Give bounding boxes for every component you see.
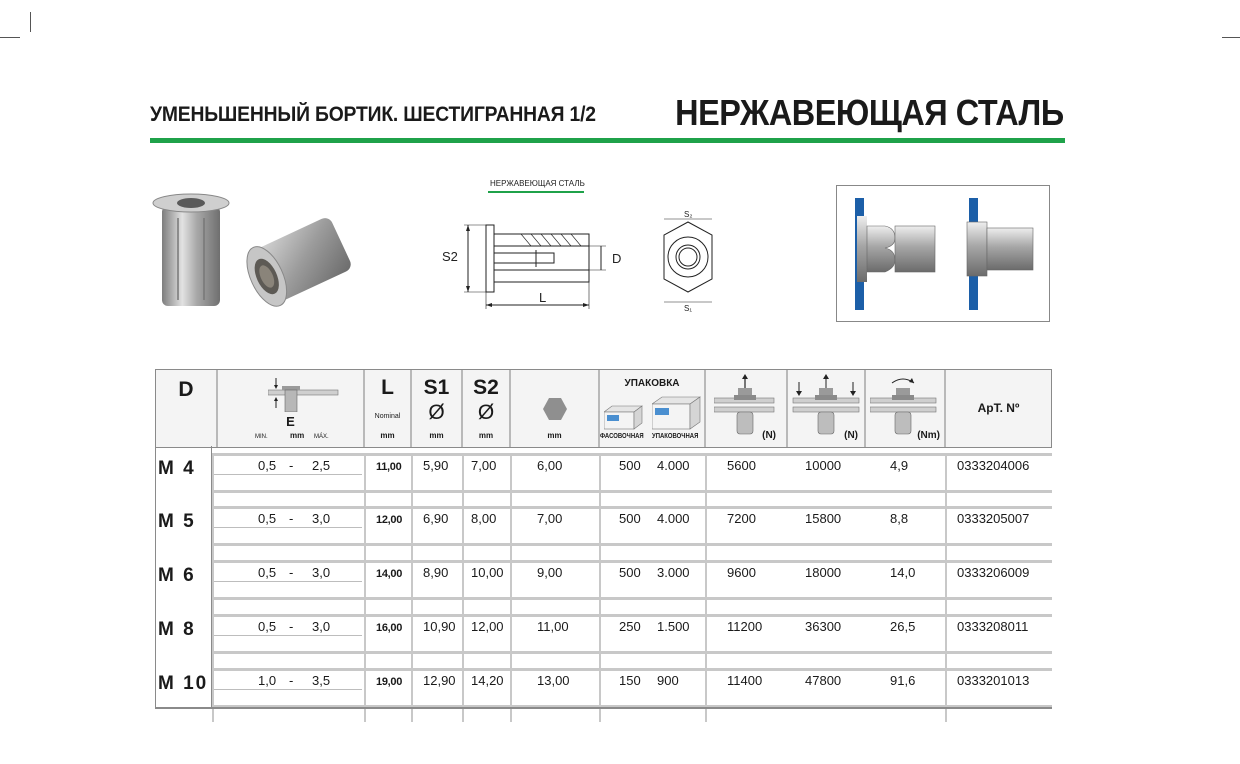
cell-shear: 18000 <box>805 565 842 580</box>
cell-pack-big: 1.500 <box>657 619 690 634</box>
header-shear: (N) <box>788 370 866 447</box>
crop-mark <box>30 12 31 32</box>
row-separator <box>212 651 1052 654</box>
row-separator <box>212 543 1052 546</box>
cell-l: 12,00 <box>376 514 403 526</box>
cell-pack-big: 4.000 <box>657 458 690 473</box>
row-band <box>212 614 1052 617</box>
cell-dash: - <box>289 619 294 634</box>
row-underline <box>212 527 362 528</box>
row-separator <box>212 490 1052 493</box>
cell-e-max: 2,5 <box>312 458 331 473</box>
cell-shear: 36300 <box>805 619 842 634</box>
cell-e-max: 3,0 <box>312 619 331 634</box>
cell-article: 0333205007 <box>957 511 1030 526</box>
column-divider <box>705 509 707 560</box>
cell-e-max: 3,0 <box>312 511 331 526</box>
cell-e-min: 0,5 <box>258 458 277 473</box>
column-divider <box>462 671 464 722</box>
row-size-label: M 6 <box>158 565 196 586</box>
cell-tension: 11400 <box>727 673 763 688</box>
row-underline <box>212 689 362 690</box>
cell-pack-small: 500 <box>619 511 641 526</box>
cell-shear: 47800 <box>805 673 842 688</box>
installation-photo <box>836 185 1050 322</box>
row-band <box>212 506 1052 509</box>
cell-l: 11,00 <box>376 461 402 473</box>
column-divider <box>510 456 512 507</box>
cell-l: 19,00 <box>376 676 403 688</box>
row-underline <box>212 581 362 582</box>
row-band <box>212 453 1052 456</box>
column-divider <box>462 563 464 614</box>
grip-range-icon <box>268 376 344 412</box>
e-unit: mm <box>290 431 305 440</box>
cell-tension: 5600 <box>727 458 756 473</box>
cell-hex: 9,00 <box>537 565 563 580</box>
column-divider <box>705 456 707 507</box>
cell-s2: 12,00 <box>471 619 504 634</box>
cell-tension: 11200 <box>727 619 763 634</box>
column-divider <box>364 456 366 507</box>
cell-tension: 7200 <box>727 511 756 526</box>
table-row <box>155 668 1052 722</box>
technical-drawing <box>436 205 736 315</box>
product-subtitle: УМЕНЬШЕННЫЙ БОРТИК. ШЕСТИГРАННАЯ 1/2 <box>150 103 596 126</box>
column-divider <box>599 563 601 614</box>
drawing-caption: НЕРЖАВЕЮЩАЯ СТАЛЬ <box>490 179 585 188</box>
column-divider <box>599 617 601 668</box>
crop-mark <box>0 37 20 38</box>
column-divider <box>212 617 214 668</box>
cell-pack-big: 4.000 <box>657 511 690 526</box>
label-s-bottom: S₁ <box>684 304 693 313</box>
cell-s1: 6,90 <box>423 511 449 526</box>
cell-pack-small: 500 <box>619 458 641 473</box>
cell-article: 0333208011 <box>957 619 1029 634</box>
cell-shear: 15800 <box>805 511 842 526</box>
cell-torque: 91,6 <box>890 673 916 688</box>
cell-s1: 10,90 <box>423 619 456 634</box>
cell-s2: 7,00 <box>471 458 497 473</box>
column-divider <box>212 563 214 614</box>
cell-dash: - <box>289 511 294 526</box>
column-divider <box>212 456 214 507</box>
cell-torque: 26,5 <box>890 619 916 634</box>
column-divider <box>510 563 512 614</box>
cell-torque: 8,8 <box>890 511 909 526</box>
pack-small-label: ФАСОВОЧНАЯ <box>600 433 644 440</box>
cell-dash: - <box>289 673 294 688</box>
column-divider <box>364 563 366 614</box>
e-label: E <box>286 414 295 429</box>
column-divider <box>510 617 512 668</box>
cell-tension: 9600 <box>727 565 756 580</box>
header-hex: mm <box>511 370 600 447</box>
cell-s2: 8,00 <box>471 511 497 526</box>
header-d: D <box>156 370 218 447</box>
cell-e-min: 0,5 <box>258 565 277 580</box>
column-divider <box>462 456 464 507</box>
label-s-top: S₂ <box>684 210 693 219</box>
hexagon-icon <box>542 397 568 421</box>
column-divider <box>462 509 464 560</box>
cell-dash: - <box>289 458 294 473</box>
row-size-label: M 4 <box>158 458 196 479</box>
rivet-nut-photo <box>148 188 358 318</box>
column-divider <box>705 563 707 614</box>
cell-hex: 6,00 <box>537 458 563 473</box>
row-underline <box>212 474 362 475</box>
column-divider <box>599 456 601 507</box>
row-band <box>212 560 1052 563</box>
pack-big-label: УПАКОВОЧНАЯ <box>652 433 699 440</box>
header-s2: S2 Ø mm <box>463 370 511 447</box>
column-divider <box>705 671 707 722</box>
package-big-icon <box>652 396 702 430</box>
cell-s1: 12,90 <box>423 673 456 688</box>
label-d: D <box>612 251 622 266</box>
column-divider <box>599 509 601 560</box>
label-s2: S2 <box>442 249 458 264</box>
cell-torque: 4,9 <box>890 458 909 473</box>
cell-dash: - <box>289 565 294 580</box>
header-packaging: УПАКОВКА ФАСОВОЧНАЯ УПАКОВОЧНАЯ <box>600 370 706 447</box>
cell-s1: 8,90 <box>423 565 449 580</box>
cell-article: 0333204006 <box>957 458 1030 473</box>
column-divider <box>945 563 947 614</box>
package-small-icon <box>604 404 644 430</box>
column-divider <box>411 617 413 668</box>
table-row <box>155 453 1052 507</box>
label-l: L <box>539 290 547 305</box>
tension-load-icon <box>714 374 776 436</box>
cell-pack-big: 3.000 <box>657 565 690 580</box>
column-divider <box>212 671 214 722</box>
row-underline <box>212 635 362 636</box>
cell-shear: 10000 <box>805 458 842 473</box>
column-divider <box>462 617 464 668</box>
row-size-label: M 5 <box>158 511 196 532</box>
column-divider <box>364 617 366 668</box>
header-tension: (N) <box>706 370 788 447</box>
cell-pack-big: 900 <box>657 673 679 688</box>
column-divider <box>364 671 366 722</box>
column-divider <box>411 563 413 614</box>
table-bottom-border <box>155 707 1052 709</box>
cell-e-max: 3,5 <box>312 673 331 688</box>
drawing-caption-underline <box>488 191 584 193</box>
cell-pack-small: 150 <box>619 673 641 688</box>
header-e <box>218 370 365 447</box>
cell-pack-small: 250 <box>619 619 641 634</box>
shear-load-icon <box>791 374 861 436</box>
column-divider <box>510 509 512 560</box>
table-header <box>155 369 1052 448</box>
cell-article: 0333206009 <box>957 565 1030 580</box>
e-min: MIN. <box>255 434 268 440</box>
cell-e-max: 3,0 <box>312 565 331 580</box>
column-divider <box>364 509 366 560</box>
column-divider <box>945 617 947 668</box>
cell-s2: 14,20 <box>471 673 504 688</box>
cell-hex: 11,00 <box>537 619 569 634</box>
cell-e-min: 1,0 <box>258 673 277 688</box>
title-underline <box>150 138 1065 143</box>
cell-hex: 7,00 <box>537 511 563 526</box>
header-article: ApT. Nº <box>977 401 1020 415</box>
cell-l: 16,00 <box>376 622 403 634</box>
column-divider <box>212 509 214 560</box>
column-divider <box>411 671 413 722</box>
row-size-label: M 8 <box>158 619 196 640</box>
header-l: L Nominal mm <box>365 370 412 447</box>
cell-e-min: 0,5 <box>258 619 277 634</box>
column-divider <box>705 617 707 668</box>
e-max: MÁX. <box>314 434 329 440</box>
cell-torque: 14,0 <box>890 565 916 580</box>
column-divider <box>599 671 601 722</box>
table-row <box>155 560 1052 614</box>
cell-s2: 10,00 <box>471 565 504 580</box>
cell-pack-small: 500 <box>619 565 641 580</box>
row-separator <box>212 597 1052 600</box>
column-divider <box>411 456 413 507</box>
cell-hex: 13,00 <box>537 673 570 688</box>
column-divider <box>510 671 512 722</box>
row-band <box>212 668 1052 671</box>
torque-icon <box>870 374 940 436</box>
table-row <box>155 614 1052 668</box>
cell-l: 14,00 <box>376 568 403 580</box>
header-torque: (Nm) <box>866 370 946 447</box>
column-divider <box>411 509 413 560</box>
column-divider <box>945 671 947 722</box>
page-title: НЕРЖАВЕЮЩАЯ СТАЛЬ <box>675 92 1064 133</box>
table-row <box>155 506 1052 560</box>
header-s1: S1 Ø mm <box>412 370 463 447</box>
cell-s1: 5,90 <box>423 458 449 473</box>
column-divider <box>945 456 947 507</box>
row-size-label: M 10 <box>158 673 209 694</box>
cell-e-min: 0,5 <box>258 511 277 526</box>
cell-article: 0333201013 <box>957 673 1030 688</box>
column-divider <box>945 509 947 560</box>
crop-mark <box>1222 37 1240 38</box>
